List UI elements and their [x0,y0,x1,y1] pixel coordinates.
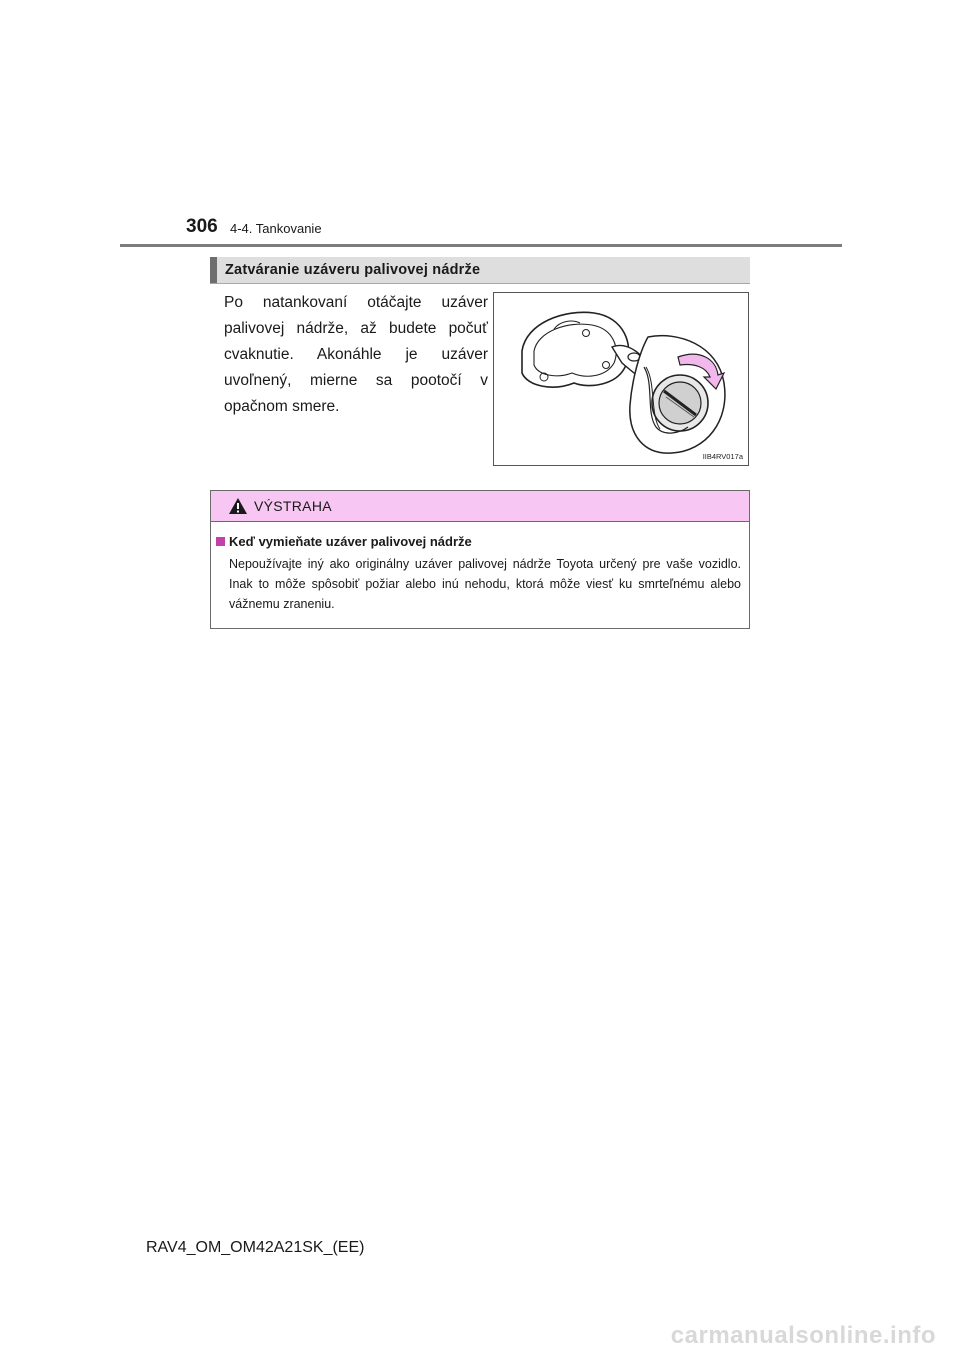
warning-text: Nepoužívajte iný ako originálny uzáver palivovej nádrže Toyota určený pre vaše vozidlo. Inak to môže spôsobiť požiar alebo inú nehodu, ktorá môže viesť ku smrteľnému alebo vážnemu zraneniu. [229,557,741,611]
section-heading-label: Zatváranie uzáveru palivovej nádrže [225,262,481,278]
chapter-title: 4-4. Tankovanie [230,221,322,236]
warning-subheading-text: Keď vymieňate uzáver palivovej nádrže [229,534,472,549]
fuel-cap-drawing [494,293,748,465]
warning-triangle-icon [228,497,248,515]
header-divider [120,244,842,247]
page-number: 306 [186,216,218,237]
fuel-cap-illustration [493,292,749,466]
document-code: RAV4_OM_OM42A21SK_(EE) [146,1239,365,1256]
warning-box [210,490,750,629]
watermark: carmanualsonline.info [670,1322,936,1349]
warning-header [211,491,749,522]
warning-title: VÝSTRAHA [254,498,332,514]
instruction-text: Po natankovaní otáčajte uzáver palivovej nádrže, až budete počuť cvaknutie. Akonáhle je uzáver uvoľnený, mierne sa pootočí v opačnom smere. [224,294,488,415]
section-heading [210,257,750,284]
section-heading-bar [210,257,217,283]
bullet-square-icon [216,537,225,546]
figure-code: IIB4RV017a [702,452,743,461]
warning-subheading [216,534,472,549]
